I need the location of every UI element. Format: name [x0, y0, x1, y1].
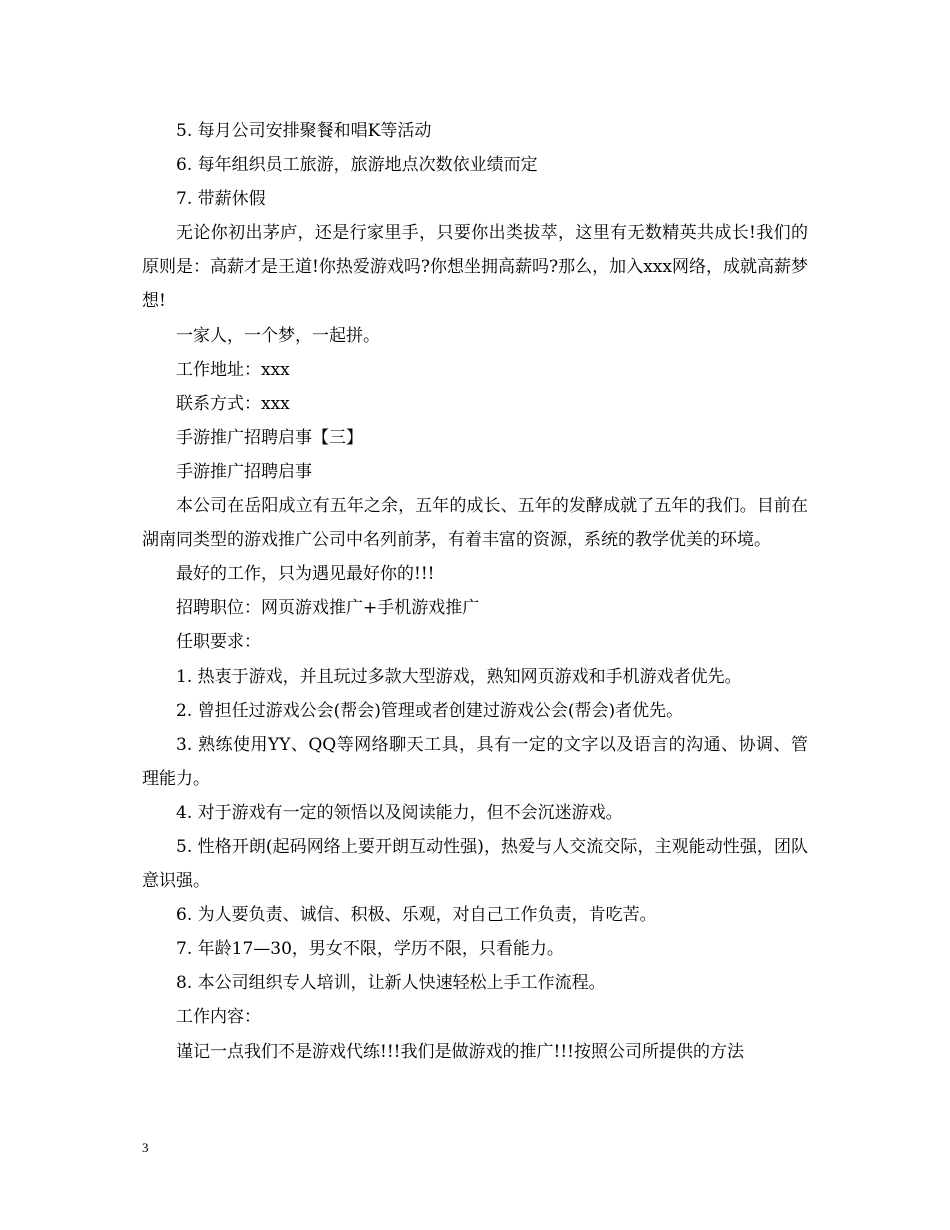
paragraph-position: 招聘职位：网页游戏推广+手机游戏推广 — [176, 598, 480, 619]
paragraph-benefit-6: 6. 每年组织员工旅游，旅游地点次数依业绩而定 — [176, 155, 538, 176]
section-heading: 手游推广招聘启事【三】 — [176, 427, 363, 448]
requirement-item-5: 5. 性格开朗(起码网络上要开朗互动性强)，热爱与人交流交际，主观能动性强，团队意识强。 — [142, 836, 808, 892]
page-number: 3 — [142, 1140, 149, 1155]
paragraph-contact: 联系方式：xxx — [176, 393, 290, 414]
document-body — [142, 114, 808, 1069]
paragraph-benefit-5: 5. 每月公司安排聚餐和唱K等活动 — [176, 121, 432, 141]
paragraph-benefit-7: 7. 带薪休假 — [176, 189, 266, 210]
requirement-item-7: 7. 年龄17—30，男女不限，学历不限，只看能力。 — [176, 939, 564, 960]
requirement-item-6: 6. 为人要负责、诚信、积极、乐观，对自己工作负责，肯吃苦。 — [176, 905, 657, 926]
notice-title: 手游推广招聘启事 — [176, 461, 312, 482]
requirement-item-3: 3. 熟练使用YY、QQ等网络聊天工具，具有一定的文字以及语言的沟通、协调、管理能力。 — [142, 734, 808, 789]
requirement-item-2: 2. 曾担任过游戏公会(帮会)管理或者创建过游戏公会(帮会)者优先。 — [176, 700, 684, 721]
job-content-heading: 工作内容： — [176, 1007, 261, 1028]
paragraph-tagline: 最好的工作，只为遇见最好你的!!! — [176, 564, 435, 585]
requirement-item-4: 4. 对于游戏有一定的领悟以及阅读能力，但不会沉迷游戏。 — [176, 802, 623, 823]
requirement-item-8: 8. 本公司组织专人培训，让新人快速轻松上手工作流程。 — [176, 973, 606, 994]
requirements-heading: 任职要求： — [176, 632, 261, 653]
requirement-item-1: 1. 热衷于游戏，并且玩过多款大型游戏，熟知网页游戏和手机游戏者优先。 — [176, 666, 742, 687]
paragraph-work-address: 工作地址：xxx — [176, 359, 290, 380]
paragraph-company-intro: 本公司在岳阳成立有五年之余，五年的成长、五年的发酵成就了五年的我们。目前在湖南同类型的游戏推广公司中名列前茅，有着丰富的资源，系统的教学优美的环境。 — [142, 496, 808, 551]
paragraph-slogan: 一家人，一个梦，一起拼。 — [176, 325, 380, 346]
paragraph-invitation: 无论你初出茅庐，还是行家里手，只要你出类拔萃，这里有无数精英共成长!我们的原则是：高薪才是王道!你热爱游戏吗?你想坐拥高薪吗?那么，加入xxx网络，成就高薪梦想! — [142, 223, 808, 312]
paragraph-job-content: 谨记一点我们不是游戏代练!!!我们是做游戏的推广!!!按照公司所提供的方法 — [176, 1041, 744, 1062]
